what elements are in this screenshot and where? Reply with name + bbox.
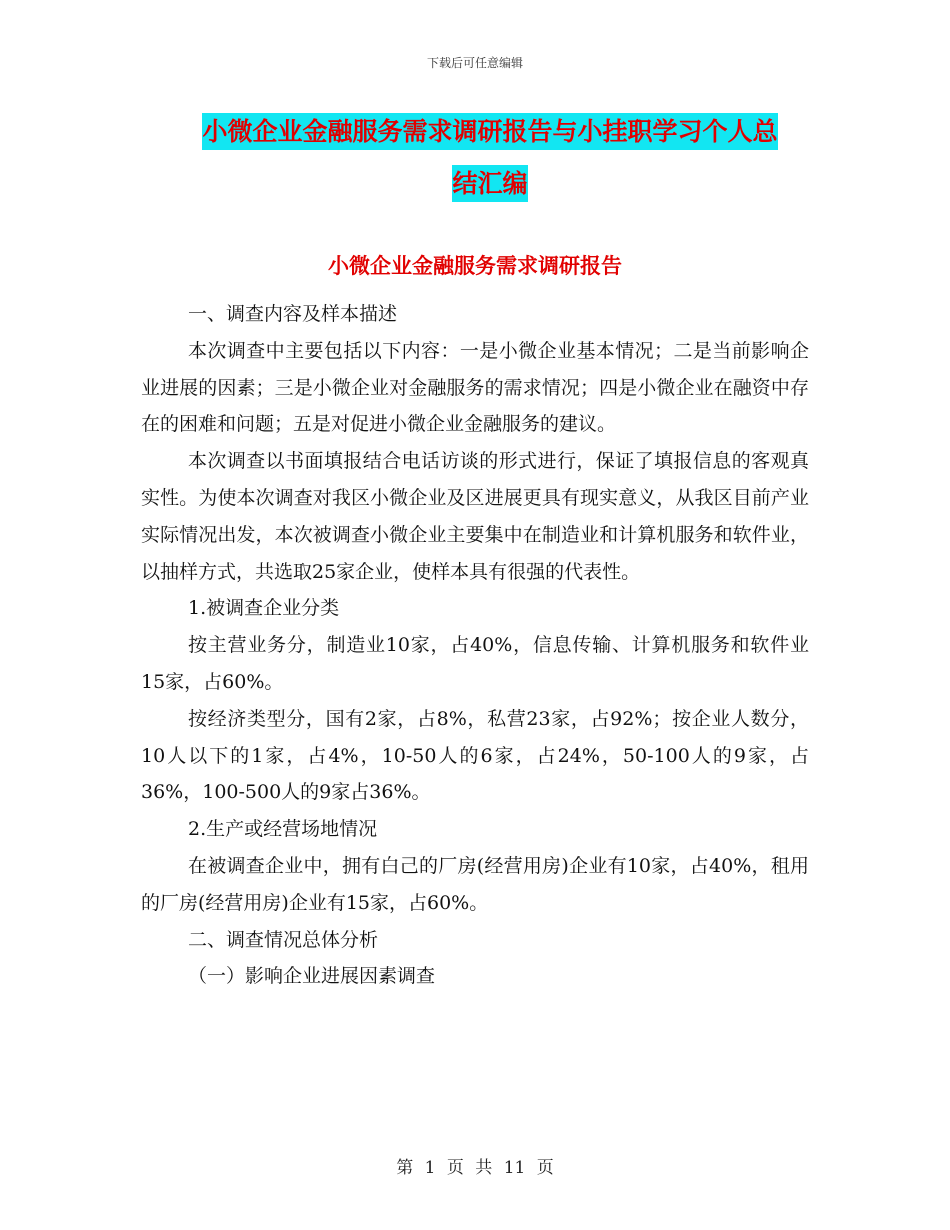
heading-survey-content: 一、调查内容及样本描述	[188, 303, 398, 325]
heading-overall-analysis: 二、调查情况总体分析	[188, 928, 379, 951]
paragraph-premises: 在被调查企业中，拥有白己的厂房(经营用房)企业有10家，占40%，租用的厂房(经营用房)企业有15家，占60%。	[141, 854, 809, 914]
document-body	[141, 296, 809, 995]
paragraph-survey-method: 本次调查以书面填报结合电话访谈的形式进行，保证了填报信息的客观真实性。为使本次调查对我区小微企业及区进展更具有现实意义，从我区目前产业实际情况出发，本次被调查小微企业主要集中在制造业和计算机服务和软件业，以抽样方式，共选取25家企业，使样本具有很强的代表性。	[141, 450, 809, 583]
paragraph-survey-scope: 本次调查中主要包括以下内容：一是小微企业基本情况；二是当前影响企业进展的因素；三是小微企业对金融服务的需求情况；四是小微企业在融资中存在的困难和问题；五是对促进小微企业金融服务的建议。	[141, 339, 809, 436]
document-title-line-2: 结汇编	[452, 165, 527, 202]
page-number: 第 1 页 共 11 页	[396, 1158, 554, 1178]
section-title: 小微企业金融服务需求调研报告	[328, 254, 622, 278]
heading-influencing-factors: （一）影响企业进展因素调查	[188, 965, 436, 988]
heading-enterprise-classification: 1.被调查企业分类	[188, 597, 340, 620]
document-title-line-1: 小微企业金融服务需求调研报告与小挂职学习个人总	[202, 113, 777, 150]
page-header-note: 下载后可任意编辑	[426, 56, 523, 70]
paragraph-economic-type-split: 按经济类型分，国有2家，占8%，私营23家，占92%；按企业人数分，10人以下的1家，占4%，10-50人的6家，占24%，50-100人的9家，占36%，100-500人的9家占36%。	[141, 707, 809, 804]
paragraph-business-split: 按主营业务分，制造业10家，占40%，信息传输、计算机服务和软件业15家，占60%。	[141, 634, 809, 693]
heading-premises: 2.生产或经营场地情况	[188, 818, 378, 841]
document-title	[150, 106, 830, 210]
